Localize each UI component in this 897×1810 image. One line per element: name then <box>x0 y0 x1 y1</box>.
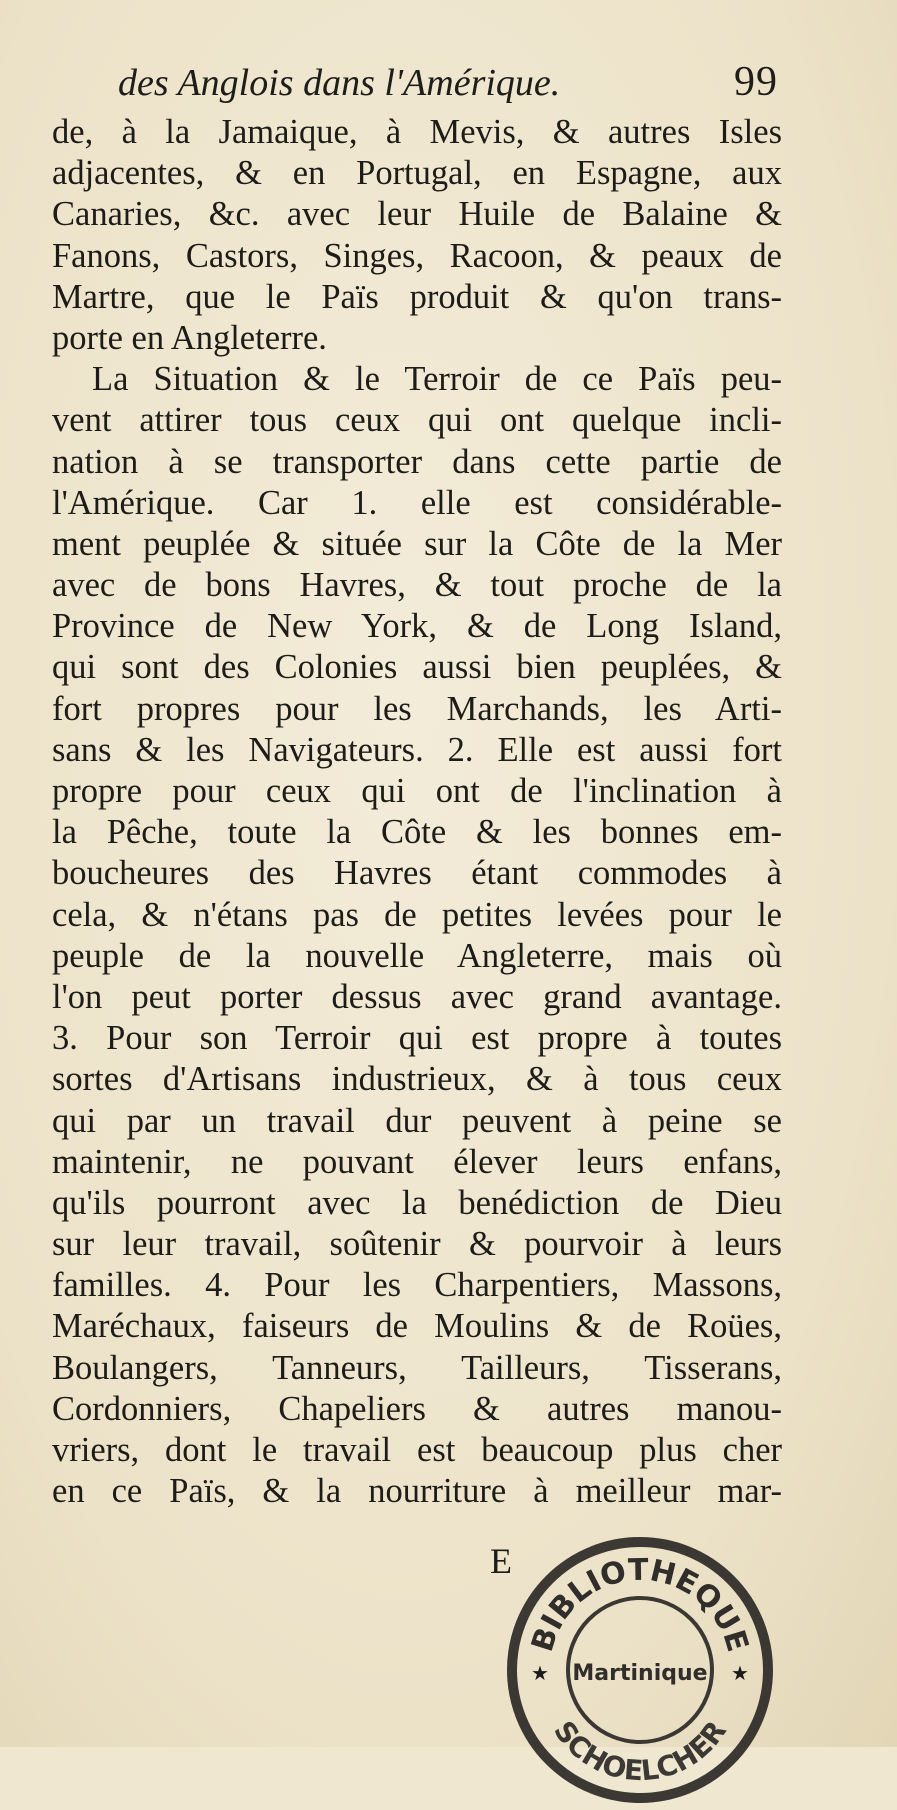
stamp-bottom-text: SCHOELCHER <box>547 1714 733 1788</box>
body-text <box>52 112 782 1512</box>
text-line: Province de New York, & de Long Island, <box>52 607 782 646</box>
text-line: peuple de la nouvelle Angleterre, mais où <box>52 936 782 975</box>
text-line: en ce Païs, & la nourriture à meilleur mar- <box>52 1472 782 1511</box>
text-line: porte en Angleterre. <box>52 318 327 357</box>
stamp-star-right: ★ <box>731 1661 749 1685</box>
text-line: ment peuplée & située sur la Côte de la Mer <box>52 524 782 563</box>
text-line: familles. 4. Pour les Charpentiers, Massons, <box>52 1266 782 1305</box>
stamp-center-text: Martinique <box>572 1661 708 1686</box>
catchword: E <box>490 1541 512 1581</box>
text-line: de, à la Jamaique, à Mevis, & autres Isles <box>52 113 782 151</box>
text-line: nation à se transporter dans cette partie de <box>52 442 782 481</box>
text-line: Maréchaux, faiseurs de Moulins & de Roües, <box>52 1307 782 1346</box>
text-line: l'Amérique. Car 1. elle est considérable- <box>52 483 782 522</box>
text-line: Canaries, &c. avec leur Huile de Balaine & <box>52 195 782 234</box>
text-line: qui sont des Colonies aussi bien peuplées, & <box>52 648 782 687</box>
text-line: Fanons, Castors, Singes, Racoon, & peaux de <box>52 236 782 275</box>
text-line: 3. Pour son Terroir qui est propre à toutes <box>52 1019 782 1058</box>
text-line: cela, & n'étans pas de petites levées pour le <box>52 895 782 934</box>
text-line: Cordonniers, Chapeliers & autres manou- <box>52 1389 782 1428</box>
text-line: propre pour ceux qui ont de l'inclination à <box>52 772 782 810</box>
text-line: Boulangers, Tanneurs, Tailleurs, Tisserans, <box>52 1348 782 1387</box>
text-line: sortes d'Artisans industrieux, & à tous ceux <box>52 1060 782 1099</box>
text-line: vriers, dont le travail est beaucoup plus cher <box>52 1431 782 1469</box>
text-line: qu'ils pourront avec la benédiction de Dieu <box>52 1183 782 1222</box>
text-line: adjacentes, & en Portugal, en Espagne, aux <box>52 154 782 193</box>
text-line: la Pêche, toute la Côte & les bonnes em- <box>52 813 782 852</box>
running-title: des Anglois dans l'Amérique. <box>118 62 561 104</box>
page-header <box>118 58 778 120</box>
text-line: Martre, que le Païs produit & qu'on trans- <box>52 277 782 316</box>
library-stamp <box>500 1530 780 1810</box>
text-line: La Situation & le Terroir de ce Païs peu- <box>92 360 782 399</box>
text-line: avec de bons Havres, & tout proche de la <box>52 566 782 605</box>
page-number: 99 <box>734 59 778 105</box>
text-line: sans & les Navigateurs. 2. Elle est aussi fort <box>52 730 782 769</box>
text-line: sur leur travail, soûtenir & pourvoir à leurs <box>52 1225 782 1264</box>
text-line: fort propres pour les Marchands, les Arti- <box>52 689 782 728</box>
stamp-star-left: ★ <box>531 1661 549 1685</box>
text-line: maintenir, ne pouvant élever leurs enfans, <box>52 1142 782 1181</box>
text-line: qui par un travail dur peuvent à peine se <box>52 1101 782 1140</box>
text-line: vent attirer tous ceux qui ont quelque incli- <box>52 401 782 440</box>
text-line: l'on peut porter dessus avec grand avantage. <box>52 977 782 1016</box>
text-line: boucheures des Havres étant commodes à <box>52 854 782 893</box>
stamp-top-text: BIBLIOTHEQUE <box>525 1552 755 1656</box>
